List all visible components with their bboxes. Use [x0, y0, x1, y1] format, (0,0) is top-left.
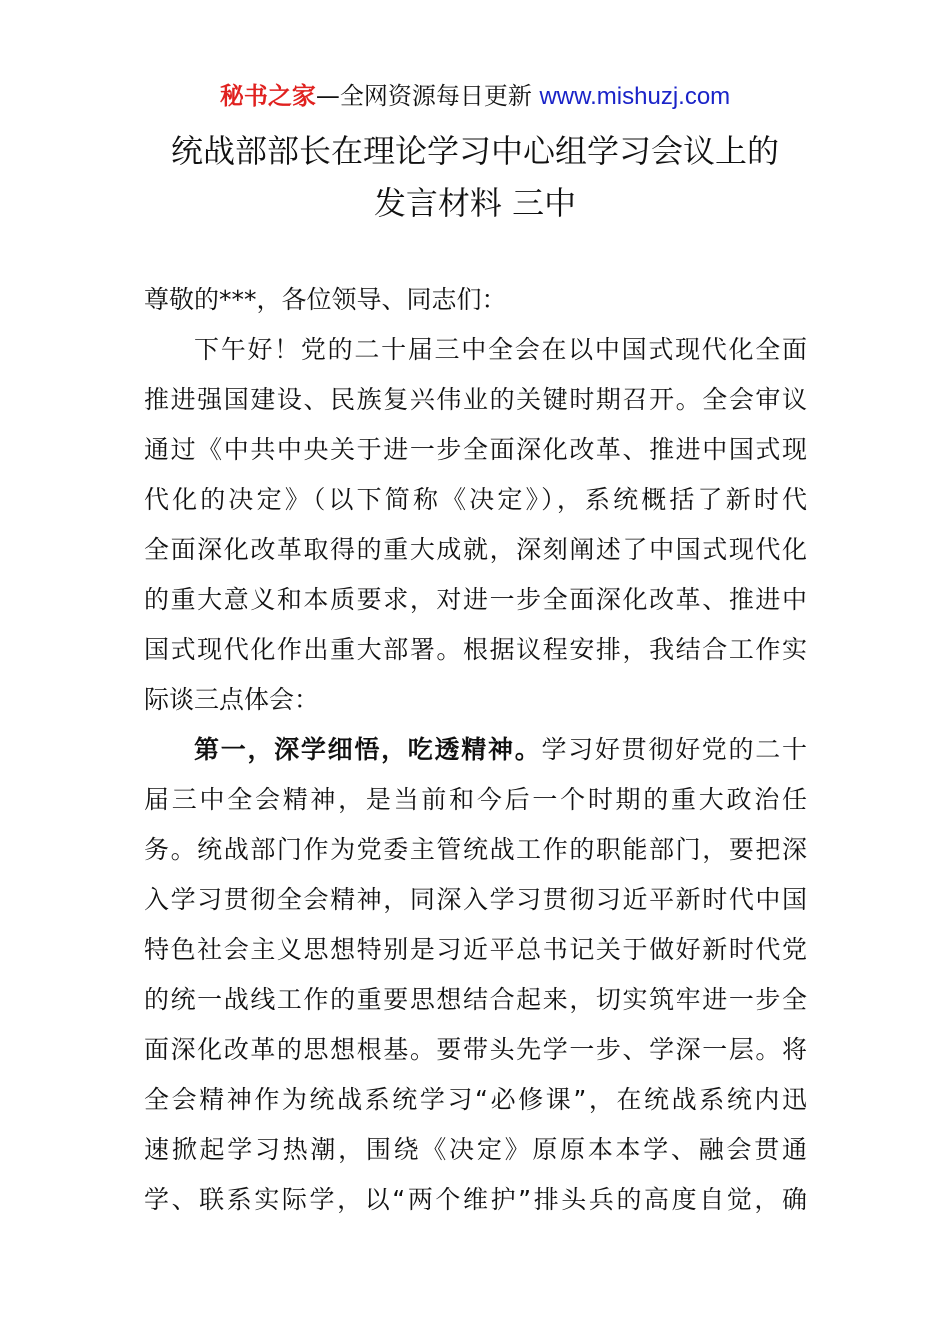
site-banner	[0, 80, 950, 113]
banner-tagline: —全网资源每日更新	[315, 82, 540, 110]
paragraph-1-line: 下午好！党的二十届三中全会在以中国式现代化全面	[194, 335, 807, 364]
paragraph-2-first-line	[144, 725, 807, 775]
paragraph-1-line: 通过《中共中央关于进一步全面深化改革、推进中国式现	[144, 435, 807, 464]
paragraph-1-line: 推进强国建设、民族复兴伟业的关键时期召开。全会审议	[144, 385, 807, 414]
paragraph-2-line: 的统一战线工作的重要思想结合起来，切实筑牢进一步全	[144, 985, 807, 1014]
paragraph-2-line: 全会精神作为统战系统学习“必修课”，在统战系统内迅	[144, 1085, 807, 1114]
paragraph-2-line: 届三中全会精神，是当前和今后一个时期的重大政治任	[144, 785, 807, 814]
paragraph-1-line: 国式现代化作出重大部署。根据议程安排，我结合工作实	[144, 635, 807, 664]
paragraph-1-line: 的重大意义和本质要求，对进一步全面深化改革、推进中	[144, 585, 807, 614]
paragraph-1-line: 际谈三点体会：	[144, 685, 320, 714]
paragraph-2-line: 务。统战部门作为党委主管统战工作的职能部门，要把深	[144, 835, 807, 864]
paragraph-1-line: 代化的决定》（以下简称《决定》），系统概括了新时代	[144, 485, 807, 514]
paragraph-2-line: 学、联系实际学，以“两个维护”排头兵的高度自觉，确	[144, 1185, 807, 1214]
title-line-1: 统战部部长在理论学习中心组学习会议上的	[170, 132, 779, 170]
banner-url-link[interactable]: www.mishuzj.com	[539, 83, 731, 110]
paragraph-1-line: 全面深化改革取得的重大成就，深刻阐述了中国式现代化	[144, 535, 807, 564]
title-line-2: 发言材料 三中	[373, 184, 577, 222]
paragraph-2-line: 速掀起学习热潮，围绕《决定》原原本本学、融会贯通	[144, 1135, 807, 1164]
banner-brand: 秘书之家	[219, 82, 316, 110]
document-title	[0, 125, 950, 229]
paragraph-2-line: 特色社会主义思想特别是习近平总书记关于做好新时代党	[144, 935, 807, 964]
section-heading: 第一，深学细悟，吃透精神。	[194, 735, 542, 764]
paragraph-2-text: 学习好贯彻好党的二十	[541, 735, 807, 764]
paragraph-2-line: 入学习贯彻全会精神，同深入学习贯彻习近平新时代中国	[144, 885, 807, 914]
salutation: 尊敬的***，各位领导、同志们：	[144, 285, 507, 314]
document-body	[144, 275, 807, 1225]
paragraph-2-line: 面深化改革的思想根基。要带头先学一步、学深一层。将	[144, 1035, 807, 1064]
